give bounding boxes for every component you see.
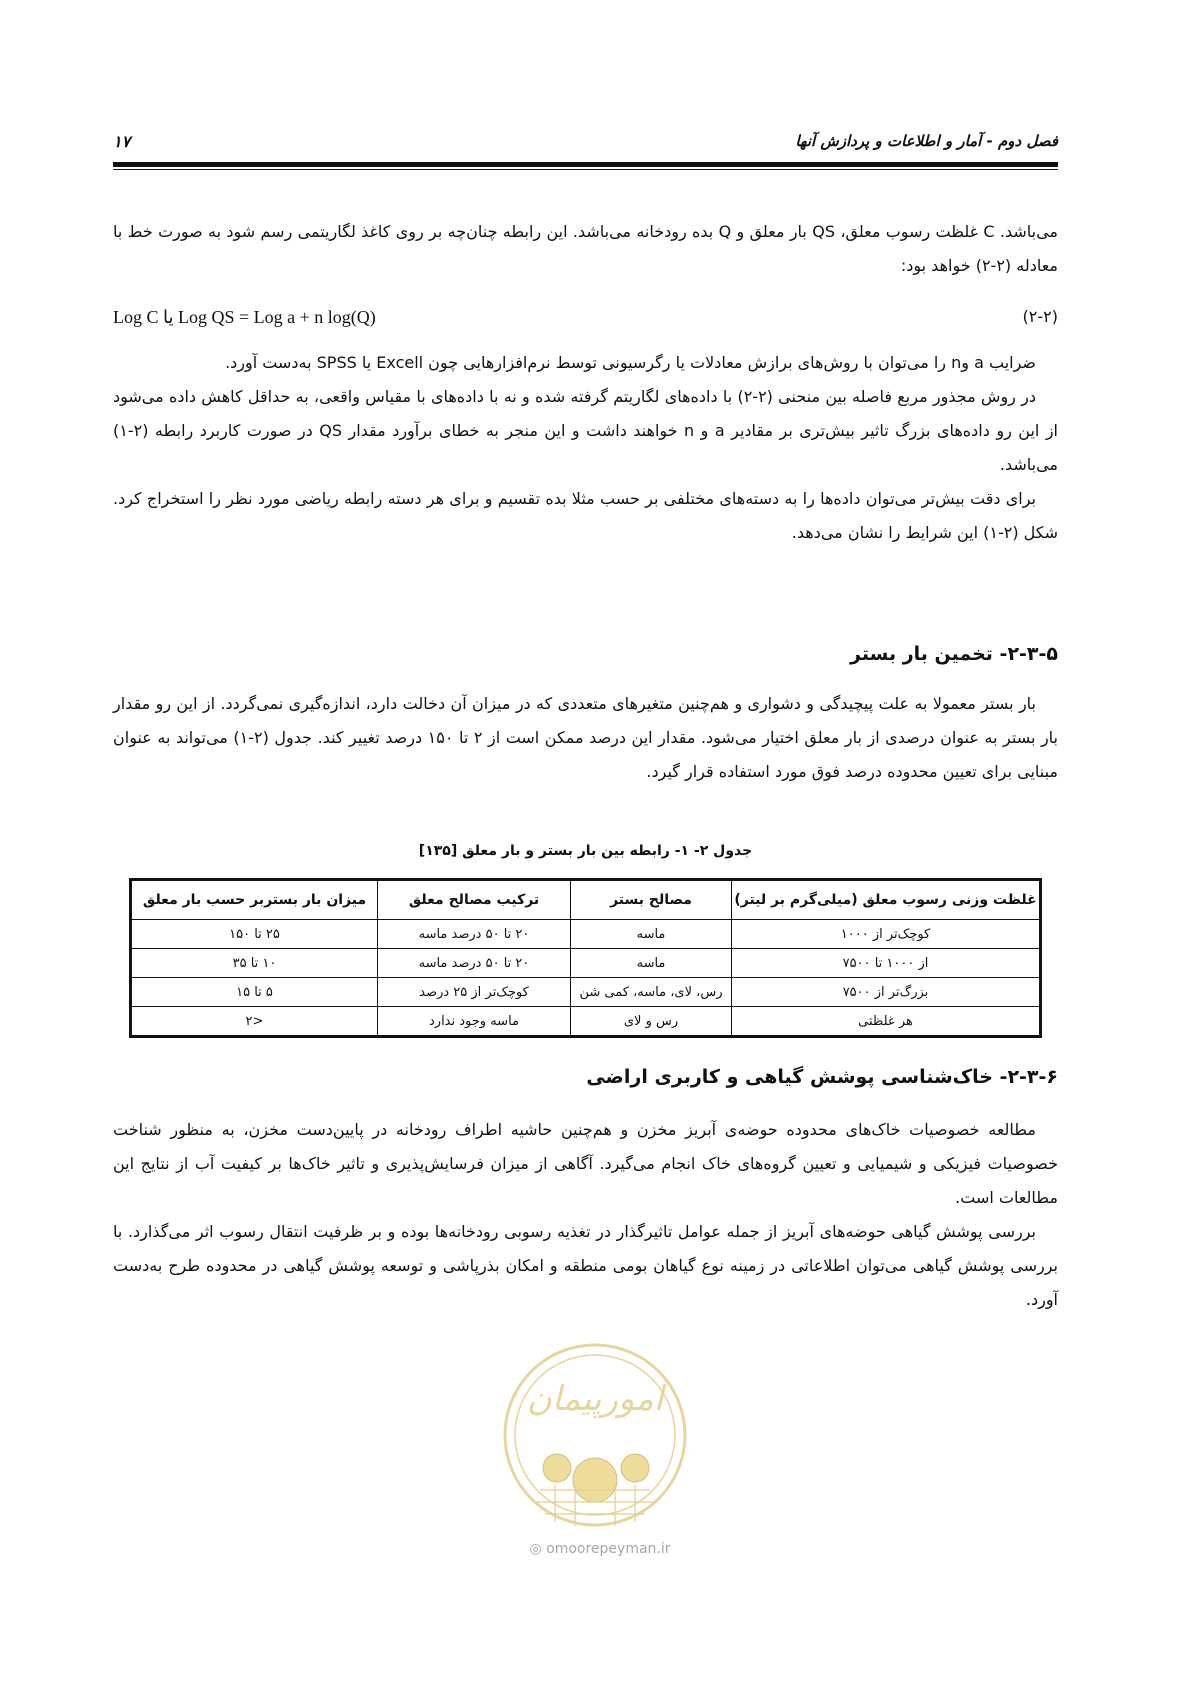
table-cell: ماسه — [571, 949, 732, 978]
body-text-1 — [113, 346, 1058, 550]
intro-text — [113, 215, 1058, 283]
paragraph: می‌باشد. C غلظت رسوب معلق، QS بار معلق و Q بده رودخانه می‌باشد. این رابطه چنان‌چه بر روی کاغذ لگاریتمی رسم شود به صورت خط با معادله (۲-۲) خواهد بود: — [113, 222, 1059, 275]
table-cell: ماسه وجود ندارد — [378, 1007, 571, 1037]
watermark-logo-text: امورپیمان — [526, 1379, 664, 1419]
table-cell: کوچک‌تر از ۲۵ درصد — [378, 978, 571, 1007]
chapter-title: فصل دوم - آمار و اطلاعات و پردازش آنها — [795, 132, 1058, 150]
paragraph: بررسی پوشش گیاهی حوضه‌های آبریز از جمله عوامل تاثیرگذار در تغذیه رسوبی رودخانه‌ها بوده و بر ظرفیت انتقال رسوب اثر می‌گذارد. با بررسی پوشش گیاهی می‌توان اطلاعاتی در زمینه نوع گیاهان بومی منطقه و امکان بذرپاشی و توسعه پوشش گیاهی در محدوده طرح به‌دست آورد. — [113, 1222, 1058, 1309]
section-5-text — [113, 687, 1058, 789]
table-row — [131, 920, 1041, 949]
paragraph: در روش مجذور مربع فاصله بین منحنی (۲-۲) با داده‌های لگاریتم گرفته شده و نه با داده‌های با مقیاس واقعی، به حداقل کاهش داده می‌شود از این رو داده‌های بزرگ تاثیر بیش‌تری بر مقادیر a و n خواهند داشت و این منجر به خطای برآورد مقدار QS در صورت کاربرد رابطه (۲-۱) می‌باشد. — [113, 387, 1058, 474]
table-cell: ۲۵ تا ۱۵۰ — [131, 920, 378, 949]
table-cell: ۲۰ تا ۵۰ درصد ماسه — [378, 920, 571, 949]
table-cell: رس، لای، ماسه، کمی شن — [571, 978, 732, 1007]
column-header: غلظت وزنی رسوب معلق (میلی‌گرم بر لیتر) — [732, 880, 1041, 920]
table-cell: بزرگ‌تر از ۷۵۰۰ — [732, 978, 1041, 1007]
paragraph: مطالعه خصوصیات خاک‌های محدوده حوضه‌ی آبریز مخزن و هم‌چنین حاشیه اطراف رودخانه در پایین‌دست مخزن، به منظور شناخت خصوصیات فیزیکی و شیمیایی و تعیین گروه‌های خاک انجام می‌گیرد. آگاهی از میزان فرسایش‌پذیری و تاثیر خاک‌ها بر کیفیت آب از نتایج این مطالعات است. — [113, 1120, 1058, 1207]
paragraph: برای دقت بیش‌تر می‌توان داده‌ها را به دسته‌های مختلفی بر حسب مثلا بده تقسیم و برای هر دسته رابطه ریاضی مورد نظر را استخراج کرد. شکل (۲-۱) این شرایط را نشان می‌دهد. — [113, 489, 1058, 542]
column-header: میزان بار بستربر حسب بار معلق — [131, 880, 378, 920]
paragraph: ضرایب a وn را می‌توان با روش‌های برازش معادلات یا رگرسیونی توسط نرم‌افزارهایی چون Excell یا SPSS به‌دست آورد. — [225, 353, 1036, 372]
table-cell: هر غلظتی — [732, 1007, 1041, 1037]
table-row — [131, 978, 1041, 1007]
equation-formula: Log C یا Log QS = Log a + n log(Q) — [113, 307, 376, 327]
running-header — [113, 126, 1058, 162]
table-cell: کوچک‌تر از ۱۰۰۰ — [732, 920, 1041, 949]
table-cell: ۲۰ تا ۵۰ درصد ماسه — [378, 949, 571, 978]
page-number: ۱۷ — [113, 132, 131, 151]
equation-number: (۲-۲) — [1022, 307, 1058, 326]
header-rule-thick — [113, 162, 1058, 167]
paragraph: بار بستر معمولا به علت پیچیدگی و دشواری و هم‌چنین متغیرهای متعددی که در میزان آن دخالت دارد، اندازه‌گیری نمی‌گردد. از این رو مقدار بار بستر به عنوان درصدی از بار معلق اختیار می‌شود. مقدار این درصد ممکن است از ۲ تا ۱۵۰ درصد تغییر کند. جدول (۲-۱) می‌تواند به عنوان مبنایی برای تعیین محدوده درصد فوق مورد استفاده قرار گیرد. — [113, 694, 1059, 781]
watermark-logo — [495, 1340, 695, 1530]
table-cell: ۵ تا ۱۵ — [131, 978, 378, 1007]
table-row — [131, 949, 1041, 978]
section-heading-soil: ۲-۳-۶- خاک‌شناسی پوشش گیاهی و کاربری اراضی — [586, 1066, 1058, 1088]
table-row — [131, 1007, 1041, 1037]
table-cell: ۱۰ تا ۳۵ — [131, 949, 378, 978]
watermark-site-text: omoorepeyman.ir — [546, 1541, 671, 1557]
table-cell: ماسه — [571, 920, 732, 949]
column-header: مصالح بستر — [571, 880, 732, 920]
header-rule-thin — [113, 169, 1058, 170]
section-6-text — [113, 1113, 1058, 1317]
table-caption: جدول ۲- ۱- رابطه بین بار بستر و بار معلق [۱۳۵] — [418, 843, 753, 859]
section-heading-bed-load: ۲-۳-۵- تخمین بار بستر — [850, 643, 1058, 665]
table-header-row — [131, 880, 1041, 920]
bed-load-table — [129, 878, 1042, 1038]
watermark-site: ◎ omoorepeyman.ir — [529, 1541, 671, 1557]
table-cell: <۲ — [131, 1007, 378, 1037]
equation-2-2 — [113, 303, 1058, 337]
table-cell: رس و لای — [571, 1007, 732, 1037]
table-cell: از ۱۰۰۰ تا ۷۵۰۰ — [732, 949, 1041, 978]
column-header: ترکیب مصالح معلق — [378, 880, 571, 920]
